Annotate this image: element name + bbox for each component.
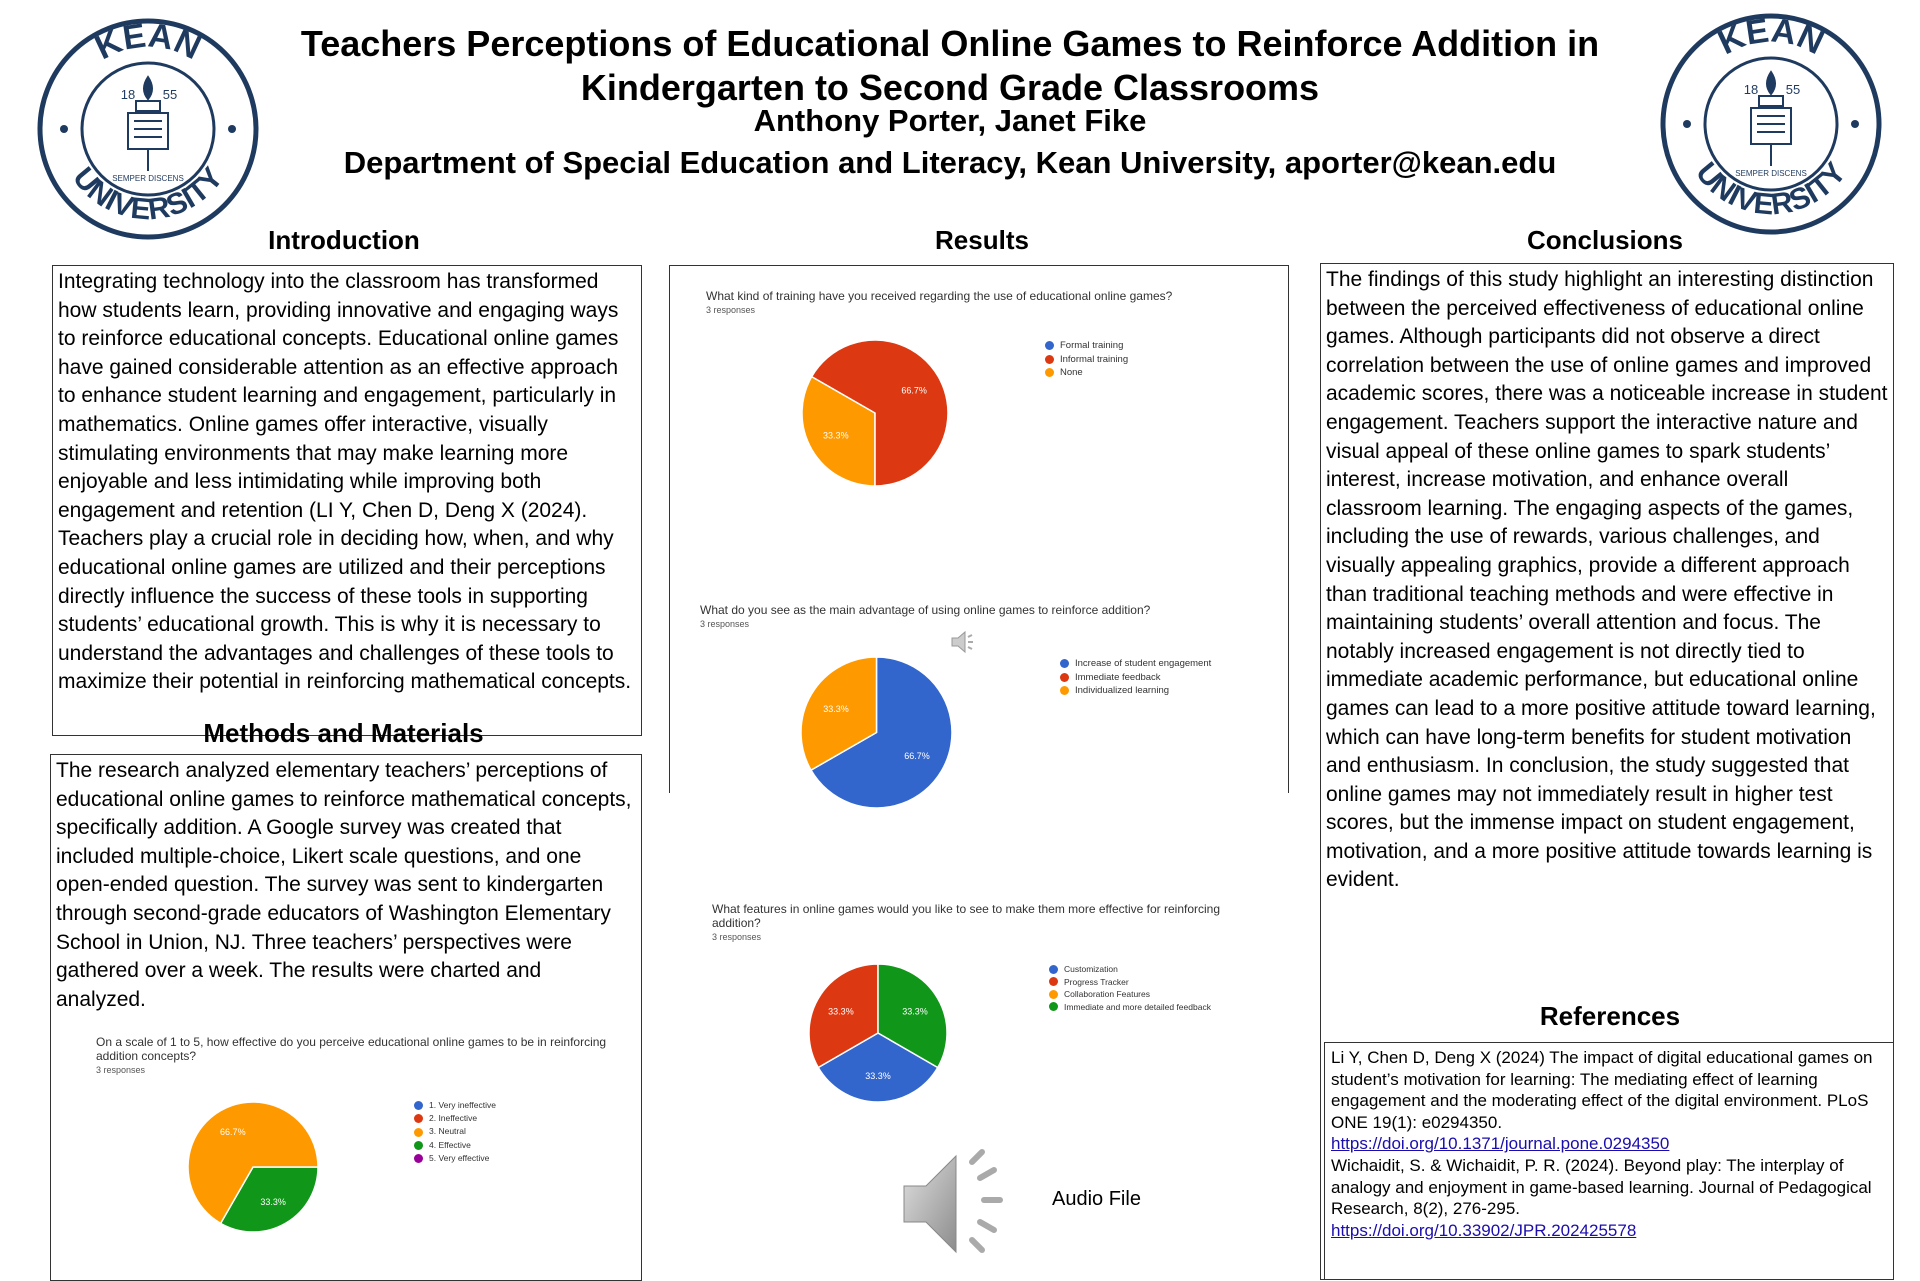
results-heading: Results: [935, 225, 1029, 255]
svg-text:KEAN: [1712, 12, 1829, 62]
legend-item: [1060, 671, 1211, 685]
kean-logo-right: [1659, 12, 1883, 236]
chart-title: What kind of training have you received regarding the use of educational online games?: [706, 289, 1173, 303]
legend-0: [1045, 339, 1128, 380]
authors: Anthony Porter, Janet Fike: [753, 103, 1147, 138]
legend-label: 2. Ineffective: [429, 1113, 478, 1124]
legend-label: Immediate feedback: [1075, 671, 1161, 683]
svg-text:KEAN: [89, 17, 206, 67]
pie-slice-label: 33.3%: [823, 704, 849, 715]
kean-seal: [40, 17, 256, 237]
legend-item: [414, 1112, 496, 1125]
legend-item: [414, 1099, 496, 1112]
audio-label[interactable]: Audio File: [1052, 1188, 1141, 1210]
pie-slice-label: 33.3%: [902, 1006, 928, 1017]
methods-heading: Methods and Materials: [203, 718, 484, 748]
logo-top-text: KEAN: [1712, 12, 1830, 63]
legend-label: Progress Tracker: [1064, 976, 1129, 987]
legend-swatch: [1045, 341, 1054, 350]
legend-item: [414, 1139, 496, 1152]
pie-slice-label: 66.7%: [220, 1127, 246, 1138]
results-frame: [669, 265, 1289, 793]
legend-label: Informal training: [1060, 353, 1129, 365]
chart-training: [706, 289, 1266, 315]
legend-label: Customization: [1064, 964, 1118, 974]
legend-swatch: [1045, 368, 1054, 377]
legend-swatch: [414, 1141, 423, 1150]
legend-swatch: [1049, 965, 1058, 974]
title-line-2: Kindergarten to Second Grade Classrooms: [580, 67, 1320, 108]
logo-year-right: 55: [1785, 82, 1801, 97]
chart-features: [712, 902, 1252, 942]
pie-chart-1: [799, 655, 954, 810]
legend-label: Formal training: [1060, 340, 1124, 351]
chart-title: What do you see as the main advantage of using online games to reinforce addition?: [700, 603, 1151, 617]
legend-swatch: [1049, 1002, 1058, 1011]
logo-bottom-text: UNIVERSITY: [1689, 156, 1853, 222]
introduction-text: Integrating technology into the classroom has transformed how students learn, providing innovative and engaging ways to reinforce educational concepts. Educational online games have gained considerable attention as an effective approach to enhance student learning and engagement, particularly in mathematics. Online games offer interactive, visually stimulating environments that may make learning more enjoyable and less intimidating while improving both engagement and retention (LI Y, Chen D, Deng X (2024). Teachers play a crucial role in deciding how, when, and why educational online games are utilized and their perceptions directly influence the success of these tools in supporting students’ educational growth. This is why it is necessary to understand the advantages and challenges of these tools to maximize their potential in reinforcing mathematical concepts.: [58, 270, 632, 694]
pie-slice-label: 33.3%: [865, 1070, 891, 1081]
pie-slice-label: 33.3%: [823, 430, 849, 441]
references-list: [1325, 1043, 1893, 1245]
legend-swatch: [1049, 990, 1058, 999]
legend-item: [1045, 339, 1128, 353]
legend-item: [1049, 988, 1211, 1001]
legend-swatch: [1060, 686, 1069, 695]
pie-slice-label: 66.7%: [901, 385, 927, 396]
pie-slice-label: 66.7%: [904, 750, 930, 761]
pie-chart-3: [186, 1100, 320, 1234]
references-heading: References: [1539, 1001, 1681, 1031]
chart-title: On a scale of 1 to 5, how effective do you perceive educational online games to be in reinforcing addition concepts?: [96, 1035, 607, 1063]
legend-swatch: [1045, 355, 1054, 364]
legend-1: [1060, 657, 1211, 698]
legend-label: 5. Very effective: [429, 1152, 490, 1163]
legend-swatch: [414, 1114, 423, 1123]
chart-advantage: [700, 603, 1260, 629]
chart-responses: 3 responses: [712, 932, 762, 942]
chart-responses: 3 responses: [706, 305, 756, 315]
legend-label: Individualized learning: [1075, 685, 1170, 696]
chart-title: What features in online games would you like to see to make them more effective for reinforcing addition?: [712, 902, 1221, 930]
legend-item: [1060, 657, 1211, 671]
legend-label: 3. Neutral: [429, 1126, 466, 1137]
legend-label: Increase of student engagement: [1075, 658, 1212, 669]
legend-swatch: [414, 1101, 423, 1110]
legend-item: [1045, 366, 1128, 380]
legend-label: Collaboration Features: [1064, 989, 1150, 999]
methods-text: The research analyzed elementary teachers’ perceptions of educational online games to reinforce mathematical concepts, specifically addition. A Google survey was created that included multiple-choice, Likert scale questions, and one open-ended question. The survey was sent to kindergarten through second-grade educators of Washington Elementary School in Union, NJ. Three teachers’ perspectives were gathered over a week. The results were charted and analyzed.: [56, 759, 632, 1011]
legend-label: 4. Effective: [429, 1139, 471, 1150]
logo-top-text: KEAN: [89, 17, 207, 68]
introduction-box: [52, 265, 642, 736]
legend-item: [414, 1125, 496, 1138]
chart-responses: 3 responses: [96, 1065, 146, 1075]
kean-logo-left: [36, 17, 260, 241]
small-speaker-icon[interactable]: [950, 630, 976, 654]
speaker-icon[interactable]: [900, 1148, 1020, 1260]
logo-motto: SEMPER DISCENS: [112, 174, 184, 183]
poster-title: [280, 22, 1620, 110]
legend-swatch: [1060, 673, 1069, 682]
title-line-1: Teachers Perceptions of Educational Online Games to Reinforce Addition in: [300, 23, 1600, 64]
legend-item: [1049, 963, 1211, 976]
reference-2: Wichaidit, S. & Wichaidit, P. R. (2024). Beyond play: The interplay of analogy and enjoyment in game-based learning. Journal of Pedagogical Research, 8(2), 276-295.: [1331, 1155, 1872, 1219]
legend-item: [1049, 1001, 1211, 1014]
legend-swatch: [414, 1128, 423, 1137]
svg-text:UNIVERSITY: [1689, 156, 1852, 221]
pie-chart-2: [807, 962, 949, 1104]
legend-item: [1045, 353, 1128, 367]
legend-swatch: [414, 1154, 423, 1163]
logo-motto: SEMPER DISCENS: [1735, 169, 1807, 178]
legend-3: [414, 1099, 496, 1165]
references-box: [1324, 1042, 1894, 1280]
chart-effectiveness: [96, 1035, 616, 1075]
reference-2-link[interactable]: https://doi.org/10.33902/JPR.202425578: [1331, 1220, 1637, 1240]
legend-label: None: [1060, 367, 1083, 378]
kean-seal: [1663, 12, 1879, 232]
conclusions-heading: Conclusions: [1526, 225, 1683, 255]
chart-responses: 3 responses: [700, 619, 750, 629]
methods-box: [50, 754, 642, 1281]
logo-year-left: 18: [1743, 82, 1759, 97]
reference-1-link[interactable]: https://doi.org/10.1371/journal.pone.0294350: [1331, 1134, 1670, 1154]
logo-year-right: 55: [162, 87, 178, 102]
logo-bottom-text: UNIVERSITY: [66, 161, 230, 227]
logo-year-left: 18: [120, 87, 136, 102]
legend-label: Immediate and more detailed feedback: [1064, 1001, 1211, 1012]
department: Department of Special Education and Literacy, Kean University, aporter@kean.edu: [343, 145, 1557, 180]
pie-slice-label: 33.3%: [260, 1196, 286, 1207]
legend-item: [1060, 684, 1211, 698]
conclusions-text: The findings of this study highlight an interesting distinction between the perceived effectiveness of educational online games. Although participants did not observe a direct correlation between the use of online games and improved academic scores, there was a noticeable increase in student engagement. Teachers support the interactive nature and visual appeal of these online games to spark students’ interest, increase motivation, and enhance overall classroom learning. The engaging aspects of the games, including the use of rewards, various challenges, and visually appealing graphics, provide a different approach than traditional teaching methods and were effective in maintaining students’ overall attention and focus. The notably increased engagement is not directly tied to immediate academic performance, but educational online games can lead to a more positive attitude toward learning, which can have long-term benefits for student motivation and enthusiasm. In conclusion, the study suggested that online games may not immediately result in higher test scores, but the immense impact on student engagement, motivation, and a more positive attitude towards learning is evident.: [1326, 268, 1888, 892]
legend-swatch: [1049, 977, 1058, 986]
legend-2: [1049, 963, 1211, 1013]
pie-chart-0: [800, 338, 950, 488]
legend-label: 1. Very ineffective: [429, 1100, 496, 1110]
legend-swatch: [1060, 659, 1069, 668]
introduction-heading: Introduction: [268, 225, 420, 255]
pie-slice-label: 33.3%: [828, 1006, 854, 1017]
reference-1: Li Y, Chen D, Deng X (2024) The impact of digital educational games on student’s motivation for learning: The mediating effect of learning engagement and the moderating effect of the digital environment. PLoS ONE 19(1): e0294350.: [1331, 1048, 1873, 1132]
legend-item: [414, 1152, 496, 1165]
legend-item: [1049, 976, 1211, 989]
